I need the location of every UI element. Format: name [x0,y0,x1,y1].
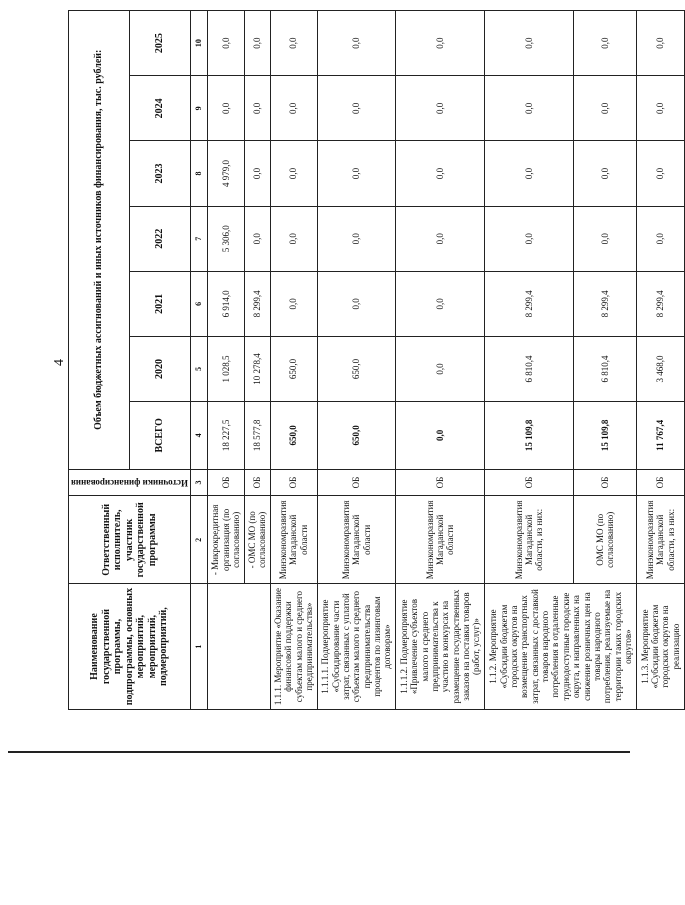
row-value: 0,0 [207,76,244,141]
row-total: 18 227,5 [207,402,244,469]
row-value: 0,0 [485,141,574,206]
table-row [396,11,485,710]
col-header-2024: 2024 [129,76,190,141]
row-source: ОБ [207,469,244,496]
row-value: 0,0 [270,271,317,336]
row-executor: Минэкономразвития Магаданской области, из них: [637,496,684,584]
col-header-total: ВСЕГО [129,402,190,469]
row-value: 0,0 [485,11,574,76]
col-number: 7 [190,206,207,271]
col-number: 9 [190,76,207,141]
col-number: 2 [190,496,207,584]
row-source: ОБ [574,469,637,496]
col-header-executor: Ответственный исполнитель, участник государственной программы [69,496,191,584]
row-total: 0,0 [396,402,485,469]
row-value: 0,0 [396,336,485,401]
row-executor: ОМС МО (по согласованию) [574,496,637,584]
row-value: 0,0 [637,76,684,141]
table-row [207,11,244,710]
rotated-table-container [68,10,681,710]
row-value: 0,0 [317,206,396,271]
row-value: 0,0 [270,76,317,141]
row-value: 0,0 [270,141,317,206]
row-value: 0,0 [396,141,485,206]
row-value: 0,0 [574,141,637,206]
col-header-2020: 2020 [129,336,190,401]
row-value: 1 028,5 [207,336,244,401]
col-header-2021: 2021 [129,271,190,336]
row-value: 0,0 [317,76,396,141]
row-value: 4 979,0 [207,141,244,206]
row-total: 15 109,8 [574,402,637,469]
col-header-2025: 2025 [129,11,190,76]
row-executor: Минэкономразвития Магаданской области, из них: [485,496,574,584]
row-value: 0,0 [207,11,244,76]
row-value: 8 299,4 [485,271,574,336]
table-row [270,11,317,710]
header-row-1 [69,11,130,710]
row-executor: Минэкономразвития Магаданской области [396,496,485,584]
row-value: 0,0 [270,206,317,271]
row-value: 650,0 [270,336,317,401]
row-value: 0,0 [396,76,485,141]
row-executor: - Микрокредитная организация (по согласованию) [207,496,244,584]
budget-table [68,10,685,710]
row-executor: Минэкономразвития Магаданской области [270,496,317,584]
row-total: 11 767,4 [637,402,684,469]
row-value: 0,0 [637,11,684,76]
row-value: 0,0 [317,271,396,336]
table-row [637,11,684,710]
row-value: 0,0 [244,11,270,76]
row-total: 15 109,8 [485,402,574,469]
row-value: 0,0 [396,206,485,271]
table-row [317,11,396,710]
row-value: 6 810,4 [574,336,637,401]
row-value: 0,0 [574,11,637,76]
row-value: 8 299,4 [637,271,684,336]
row-value: 0,0 [637,206,684,271]
col-number: 1 [190,584,207,710]
row-source: ОБ [637,469,684,496]
row-value: 6 914,0 [207,271,244,336]
row-name: 1.1.1.1. Подмероприятие «Субсидирование части затрат, связанных с уплатой субъектам малого и среднего предпринимательства процентов по лизинговым договорам» [317,584,396,710]
col-number: 10 [190,11,207,76]
page-divider [8,751,630,753]
row-source: ОБ [485,469,574,496]
col-number: 4 [190,402,207,469]
column-number-row [190,11,207,710]
row-name: 1.1.2. Мероприятие «Субсидии бюджетам городских округов на возмещение транспортных затрат, связанных с доставкой товаров народного потребления в отдаленные труднодоступные городские округа, и направленных на снижение розничных цен на товары народного потребления, реализуемые на территории таких городских округов» [485,584,637,710]
table-row [485,11,574,710]
row-name: 1.1.1. Мероприятие «Оказание финансовой поддержки субъектам малого и среднего предпринимательства» [270,584,317,710]
page-number: 4 [52,359,67,366]
row-value: 0,0 [485,76,574,141]
col-number: 6 [190,271,207,336]
row-executor: - ОМС МО (по согласованию) [244,496,270,584]
row-value: 0,0 [317,11,396,76]
row-executor: Минэкономразвития Магаданской области [317,496,396,584]
row-value: 0,0 [270,11,317,76]
col-header-2023: 2023 [129,141,190,206]
col-header-name: Наименование государственной программы, подпрограммы, основных мероприятий, мероприятий, подмероприятий, [69,584,191,710]
row-source: ОБ [244,469,270,496]
row-source: ОБ [396,469,485,496]
col-header-source-text: Источники финансирования [71,477,188,488]
row-value: 5 306,0 [207,206,244,271]
row-total: 18 577,8 [244,402,270,469]
row-source: ОБ [270,469,317,496]
row-total: 650,0 [317,402,396,469]
row-total: 650,0 [270,402,317,469]
col-header-volume: Объем бюджетных ассигнований и иных источников финансирования, тыс. рублей: [69,11,130,470]
row-value: 0,0 [574,206,637,271]
row-value: 3 468,0 [637,336,684,401]
table-body [207,11,684,710]
row-value: 8 299,4 [574,271,637,336]
row-value: 0,0 [244,141,270,206]
col-number: 8 [190,141,207,206]
row-value: 0,0 [244,76,270,141]
row-value: 10 278,4 [244,336,270,401]
col-header-source [69,469,191,496]
col-number: 3 [190,469,207,496]
row-value: 650,0 [317,336,396,401]
col-number: 5 [190,336,207,401]
row-value: 0,0 [317,141,396,206]
row-value: 0,0 [244,206,270,271]
row-value: 0,0 [396,11,485,76]
row-value: 0,0 [637,141,684,206]
row-value: 0,0 [396,271,485,336]
row-source: ОБ [317,469,396,496]
row-value: 0,0 [574,76,637,141]
row-value: 0,0 [485,206,574,271]
row-value: 8 299,4 [244,271,270,336]
col-header-2022: 2022 [129,206,190,271]
row-name [207,584,270,710]
row-name: 1.1.3. Мероприятие «Субсидии бюджетам городских округов на реализацию [637,584,684,710]
row-value: 6 810,4 [485,336,574,401]
row-name: 1.1.1.2. Подмероприятие «Привлечение субъектов малого и среднего предпринимательства к участию в конкурсах на размещение государственных заказов на поставки товаров (работ, услуг)» [396,584,485,710]
